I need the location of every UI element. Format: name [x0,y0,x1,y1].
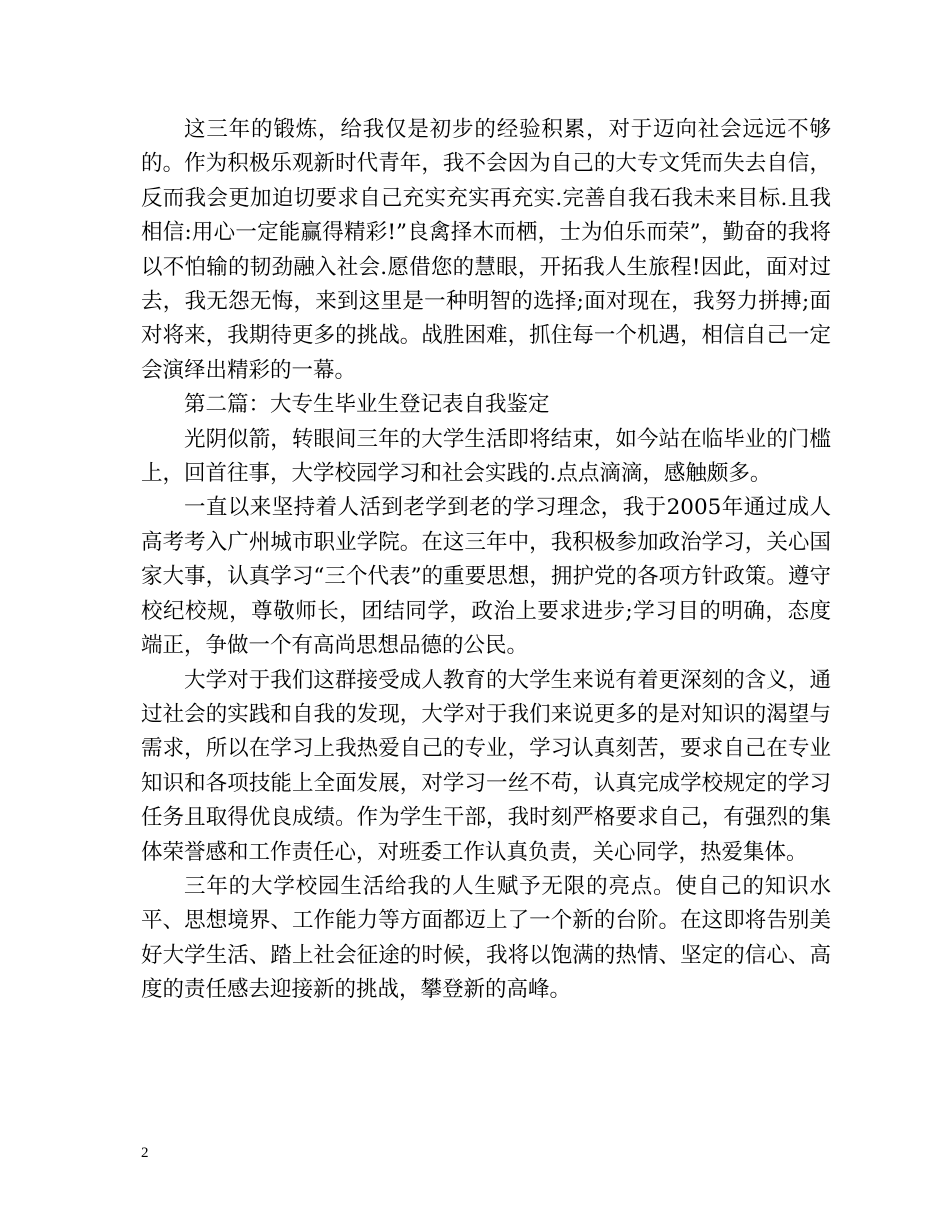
paragraph-study-philosophy: 一直以来坚持着人活到老学到老的学习理念，我于2005年通过成人高考考入广州城市职业学院。在这三年中，我积极参加政治学习，关心国家大事，认真学习“三个代表”的重要思想，拥护党的各项方针政策。遵守校纪校规，尊敬师长，团结同学，政治上要求进步;学习目的明确，态度端正，争做一个有高尚思想品德的公民。 [141,495,831,659]
paragraph-conclusion: 三年的大学校园生活给我的人生赋予无限的亮点。使自己的知识水平、思想境界、工作能力等方面都迈上了一个新的台阶。在这即将告别美好大学生活、踏上社会征途的时候，我将以饱满的热情、坚定的信心、高度的责任感去迎接新的挑战，攀登新的高峰。 [141,873,831,1003]
document-body [141,113,831,1008]
page-number: 2 [141,1145,149,1161]
paragraph-university-meaning: 大学对于我们这群接受成人教育的大学生来说有着更深刻的含义，通过社会的实践和自我的发现，大学对于我们来说更多的是对知识的渴望与需求，所以在学习上我热爱自己的专业，学习认真刻苦，要求自己在专业知识和各项技能上全面发展，对学习一丝不苟，认真完成学校规定的学习任务且取得优良成绩。作为学生干部，我时刻严格要求自己，有强烈的集体荣誉感和工作责任心，对班委工作认真负责，关心同学，热爱集体。 [141,667,831,865]
paragraph-closing-reflection: 这三年的锻炼，给我仅是初步的经验积累，对于迈向社会远远不够的。作为积极乐观新时代青年，我不会因为自己的大专文凭而失去自信，反而我会更加迫切要求自己充实充实再充实.完善自我石我未来目标.且我相信:用心一定能赢得精彩!”良禽择木而栖，士为伯乐而荣”，勤奋的我将以不怕输的韧劲融入社会.愿借您的慧眼，开拓我人生旅程!因此，面对过去，我无怨无悔，来到这里是一种明智的选择;面对现在，我努力拼搏;面对将来，我期待更多的挑战。战胜困难，抓住每一个机遇，相信自己一定会演绎出精彩的一幕。 [141,117,831,383]
paragraph-intro: 光阴似箭，转眼间三年的大学生活即将结束，如今站在临毕业的门槛上，回首往事，大学校园学习和社会实践的.点点滴滴，感触颇多。 [141,426,831,487]
section-heading: 第二篇：大专生毕业生登记表自我鉴定 [184,392,550,418]
